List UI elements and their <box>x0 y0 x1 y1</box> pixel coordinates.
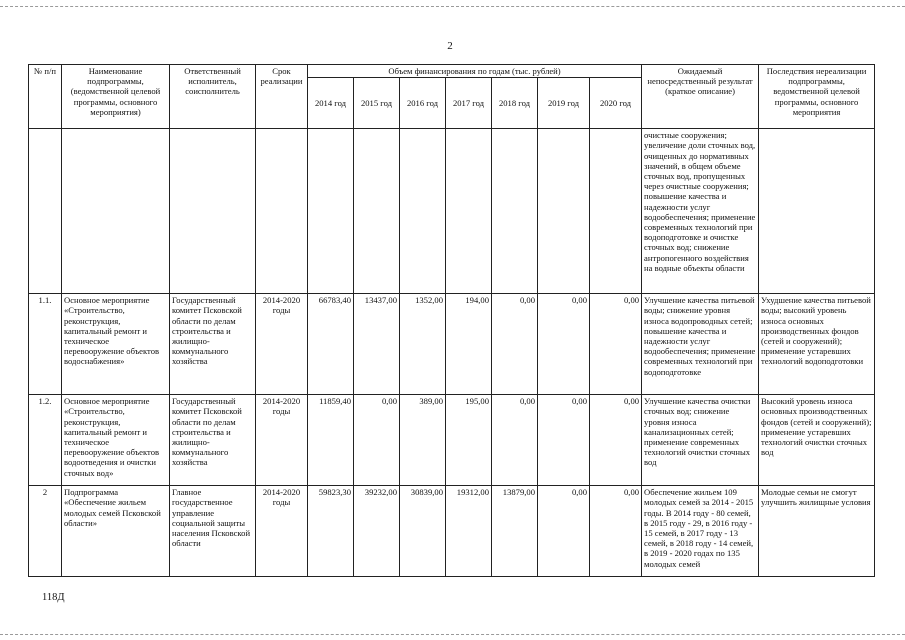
header-consequences: Последствия нереализации подпрограммы, ведомственной целевой программы, основного мероприятия <box>759 65 875 129</box>
cell-value: 194,00 <box>446 294 492 395</box>
cell-value: 19312,00 <box>446 486 492 577</box>
cell-result-continued: очистные сооружения; увеличение доли сточных вод, очищенных до нормативных значений, в общем объеме сточных вод, пропущенных через очистные сооружения; повышение качества и надежности услуг водообеспечения; применение современных технологий при водоподготовке и очистке сточных вод; снижение антропогенного воздействия на водные объекты области <box>642 129 759 294</box>
cell-value: 0,00 <box>538 294 590 395</box>
cell-value: 30839,00 <box>400 486 446 577</box>
cell-responsible: Государственный комитет Псковской области по делам строительства и жилищно-коммунального хозяйства <box>170 294 256 395</box>
header-year: 2019 год <box>538 78 590 129</box>
cell-term: 2014-2020 годы <box>256 395 308 486</box>
cell-value: 0,00 <box>590 294 642 395</box>
cell-empty <box>29 129 62 294</box>
header-row-top <box>29 65 875 78</box>
header-num: № п/п <box>29 65 62 129</box>
cell-term: 2014-2020 годы <box>256 294 308 395</box>
cell-empty <box>492 129 538 294</box>
cell-value: 13437,00 <box>354 294 400 395</box>
cell-num: 2 <box>29 486 62 577</box>
cell-name: Основное мероприятие «Строительство, реконструкция, капитальный ремонт и техническое перевооружение объектов водоснабжения» <box>62 294 170 395</box>
cell-result: Улучшение качества очистки сточных вод; снижение уровня износа канализационных сетей; применение современных технологий очистки сточных вод <box>642 395 759 486</box>
program-table <box>28 64 875 577</box>
header-responsible: Ответственный исполнитель, соисполнитель <box>170 65 256 129</box>
cell-value: 0,00 <box>492 294 538 395</box>
header-year: 2018 год <box>492 78 538 129</box>
table-row <box>29 486 875 577</box>
header-name: Наименование подпрограммы, (ведомственной целевой программы, основного мероприятия) <box>62 65 170 129</box>
cell-value: 0,00 <box>538 395 590 486</box>
cell-result: Улучшение качества питьевой воды; снижение уровня износа водопроводных сетей; повышение качества и надежности услуг водообеспечения; применение современных технологий при водоподготовке <box>642 294 759 395</box>
cell-empty <box>400 129 446 294</box>
cell-result: Обеспечение жильем 109 молодых семей за 2014 - 2015 годы. В 2014 году - 80 семей, в 2015 году - 29, в 2016 году - 15 семей, в 2017 году - 13 семей, в 2018 году - 14 семей, в 2019 - 2020 годах по 135 молодых семей <box>642 486 759 577</box>
cell-value: 39232,00 <box>354 486 400 577</box>
cell-consequences: Ухудшение качества питьевой воды; высокий уровень износа основных производственных фондов (сетей и сооружений); применение устаревших технологий водоподготовки <box>759 294 875 395</box>
scan-edge-top <box>0 6 905 7</box>
page-number: 2 <box>447 40 453 52</box>
table-row-continuation <box>29 129 875 294</box>
cell-num: 1.1. <box>29 294 62 395</box>
cell-empty <box>170 129 256 294</box>
cell-empty <box>538 129 590 294</box>
cell-empty <box>446 129 492 294</box>
cell-empty <box>62 129 170 294</box>
header-year: 2015 год <box>354 78 400 129</box>
header-year: 2016 год <box>400 78 446 129</box>
cell-empty <box>590 129 642 294</box>
header-year: 2017 год <box>446 78 492 129</box>
cell-value: 13879,00 <box>492 486 538 577</box>
cell-consequences: Молодые семьи не смогут улучшить жилищные условия <box>759 486 875 577</box>
cell-term: 2014-2020 годы <box>256 486 308 577</box>
cell-num: 1.2. <box>29 395 62 486</box>
cell-value: 195,00 <box>446 395 492 486</box>
cell-empty <box>256 129 308 294</box>
header-year: 2014 год <box>308 78 354 129</box>
cell-empty <box>759 129 875 294</box>
footer-code: 118Д <box>42 592 65 603</box>
cell-value: 66783,40 <box>308 294 354 395</box>
cell-name: Подпрограмма «Обеспечение жильем молодых семей Псковской области» <box>62 486 170 577</box>
cell-value: 59823,30 <box>308 486 354 577</box>
cell-empty <box>354 129 400 294</box>
header-year: 2020 год <box>590 78 642 129</box>
cell-value: 0,00 <box>538 486 590 577</box>
cell-value: 11859,40 <box>308 395 354 486</box>
cell-value: 0,00 <box>590 486 642 577</box>
cell-empty <box>308 129 354 294</box>
cell-value: 0,00 <box>590 395 642 486</box>
table-row <box>29 294 875 395</box>
cell-value: 389,00 <box>400 395 446 486</box>
table-row <box>29 395 875 486</box>
cell-name: Основное мероприятие «Строительство, реконструкция, капитальный ремонт и техническое перевооружение объектов водоотведения и очистки сточных вод» <box>62 395 170 486</box>
cell-value: 1352,00 <box>400 294 446 395</box>
header-result: Ожидаемый непосредственный результат (краткое описание) <box>642 65 759 129</box>
cell-value: 0,00 <box>354 395 400 486</box>
cell-consequences: Высокий уровень износа основных производственных фондов (сетей и сооружений); применение устаревших технологий очистки сточных вод <box>759 395 875 486</box>
cell-value: 0,00 <box>492 395 538 486</box>
header-term: Срок реализации <box>256 65 308 129</box>
header-financing-group: Объем финансирования по годам (тыс. рублей) <box>308 65 642 78</box>
cell-responsible: Государственный комитет Псковской области по делам строительства и жилищно-коммунального хозяйства <box>170 395 256 486</box>
cell-responsible: Главное государственное управление социальной защиты населения Псковской области <box>170 486 256 577</box>
scan-edge-bottom <box>0 634 905 635</box>
